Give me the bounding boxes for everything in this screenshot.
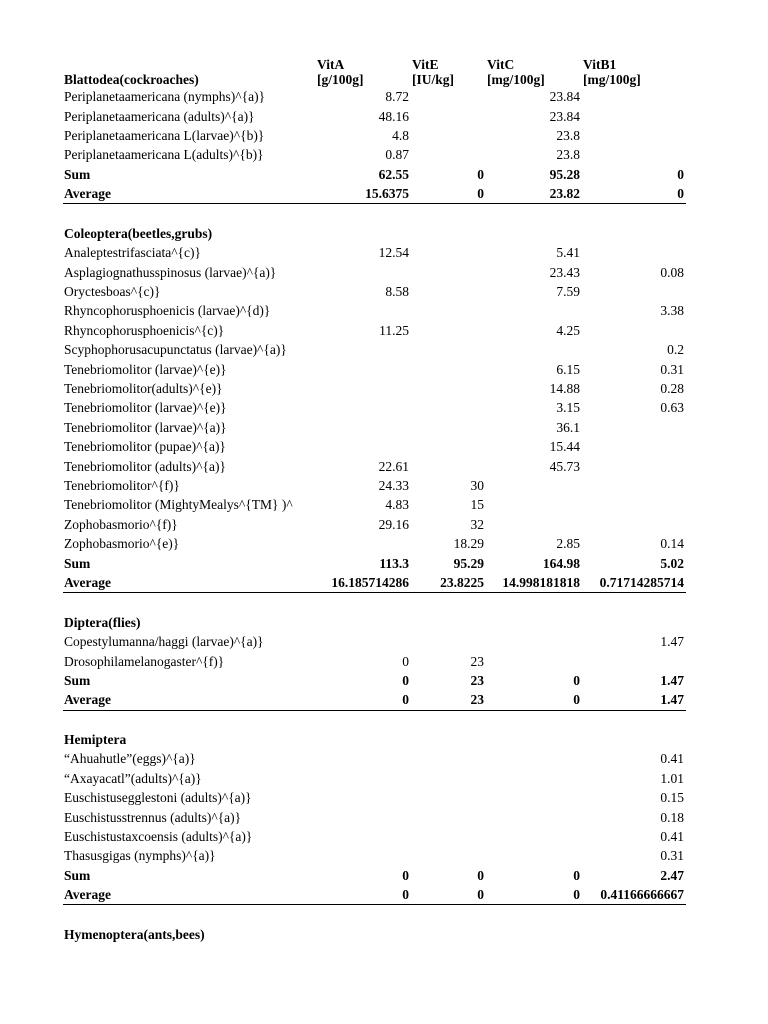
table-row [63,495,686,514]
vita-label: VitA [317,57,345,72]
vita-cell: 62.55 [378,166,409,182]
vita-cell [316,340,411,359]
vitc-cell: 6.15 [556,361,580,377]
vitb1-cell [582,476,686,495]
vita-cell [316,769,411,788]
table-row [63,807,686,826]
vite-cell: 23 [411,690,486,710]
vitb1-cell: 0.71714285714 [582,573,686,593]
vitb1-cell: 1.47 [660,634,684,650]
vite-cell [411,749,486,768]
name-cell: Average [63,573,316,593]
vitb1-cell: 0.18 [660,809,684,825]
vitb1-cell: 0 [677,166,684,182]
column-header-vitb1 [582,55,686,87]
table-row [63,515,686,534]
vitc-cell [486,827,582,846]
table-row [63,145,686,164]
vite-cell: 0 [411,885,486,905]
vitb1-unit: [mg/100g] [583,72,641,87]
vite-cell [411,106,486,125]
spacer-row [63,905,686,925]
sum-row [63,671,686,690]
spacer-cell [63,905,686,925]
vitb1-cell: 1.47 [660,672,684,688]
vitb1-cell [582,437,686,456]
table-row [63,126,686,145]
vita-cell: 16.185714286 [316,573,411,593]
average-row [63,885,686,905]
vite-cell [411,379,486,398]
vitc-cell: 3.15 [556,400,580,416]
name-cell: Oryctesboas^{c)} [64,284,161,300]
vite-cell: 32 [470,516,484,532]
column-header-vite [411,55,486,87]
vitc-cell [486,749,582,768]
vite-cell [411,632,486,651]
table-row [63,534,686,553]
vita-cell [316,788,411,807]
vita-cell: 0 [402,653,409,669]
vita-cell [316,846,411,865]
vitb1-label: VitB1 [583,57,617,72]
name-cell: “Axayacatl”(adults)^{a)} [64,770,202,786]
vite-cell: 23 [470,653,484,669]
vitc-cell: 45.73 [549,458,580,474]
vitb1-cell: 5.02 [660,555,684,571]
vitb1-cell: 3.38 [660,303,684,319]
sum-row [63,553,686,572]
table-row [63,769,686,788]
vitb1-cell [582,418,686,437]
name-cell: Sum [64,555,91,571]
vite-cell [411,807,486,826]
vitc-cell [486,788,582,807]
table-row [63,476,686,495]
vitc-unit: [mg/100g] [487,72,545,87]
vita-cell: 0 [402,867,409,883]
vitc-cell [486,846,582,865]
vite-cell [411,340,486,359]
vitb1-cell: 0.63 [660,400,684,416]
group-heading-row [63,925,686,944]
name-cell: Average [63,690,316,710]
vitc-cell: 23.8 [556,147,580,163]
table-row [63,243,686,262]
name-cell: Copestylumanna/haggi (larvae)^{a)} [64,634,264,650]
table-row [63,827,686,846]
vitc-cell: 7.59 [556,284,580,300]
column-header-vita [316,55,411,87]
vita-cell [316,749,411,768]
average-row [63,573,686,593]
vitb1-cell [582,321,686,340]
vite-cell: 30 [470,478,484,493]
name-cell: Scyphophorusacupunctatus (larvae)^{a)} [64,342,287,358]
vitc-cell: 2.85 [556,536,580,552]
vitc-cell: 23.8 [556,127,580,143]
vitb1-cell: 0.31 [660,848,684,864]
name-cell: Tenebriomolitor(adults)^{e)} [64,381,223,397]
vitb1-cell [582,456,686,475]
name-cell: Periplanetaamericana (adults)^{a)} [64,108,255,124]
name-cell: Drosophilamelanogaster^{f)} [64,653,225,669]
vite-cell: 15 [470,497,484,513]
vitc-cell [486,632,582,651]
vita-cell: 48.16 [378,108,409,124]
vitc-cell [486,340,582,359]
vite-cell: 0 [477,166,484,182]
vite-cell: 95.29 [453,555,484,571]
vita-cell [316,418,411,437]
group-heading: Blattodea(cockroaches) [64,72,199,87]
vita-cell: 24.33 [378,478,409,493]
vita-cell [316,379,411,398]
vite-cell [411,282,486,301]
vitb1-cell [582,126,686,145]
vita-cell: 15.6375 [316,184,411,204]
name-cell: Asplagiognathusspinosus (larvae)^{a)} [64,264,277,280]
group-heading-row [63,730,686,749]
vitc-cell: 23.84 [549,89,580,105]
header-row [63,55,686,87]
spacer-cell [63,593,686,613]
name-cell: Tenebriomolitor (MightyMealys^{TM} )^ [64,497,293,513]
vitc-cell: 4.25 [556,322,580,338]
vitc-cell [486,515,582,534]
vite-cell [411,827,486,846]
vitc-cell: 36.1 [556,419,580,435]
vite-cell [411,263,486,282]
table-row [63,651,686,670]
name-cell: Tenebriomolitor (adults)^{a)} [64,458,226,474]
group-heading-row [63,224,686,243]
vitb1-cell [582,243,686,262]
vitb1-cell: 0.31 [660,361,684,377]
vite-cell: 0 [477,867,484,883]
vitb1-cell: 0.28 [660,381,684,397]
vitb1-cell: 2.47 [660,867,684,883]
table-row [63,846,686,865]
name-cell: Sum [64,672,91,688]
vita-cell: 4.83 [385,497,409,513]
spacer-row [63,593,686,613]
vite-cell [411,769,486,788]
vite-cell [411,301,486,320]
vita-cell: 0 [402,672,409,688]
vita-cell [316,632,411,651]
name-cell: Rhyncophorusphoenicis^{c)} [64,322,225,338]
group-heading: Hymenoptera(ants,bees) [64,926,205,942]
name-cell: Sum [64,867,91,883]
name-cell: Zophobasmorio^{e)} [64,536,180,552]
vitb1-cell: 0.15 [660,790,684,806]
vitb1-cell [582,87,686,106]
vite-cell: 0 [411,184,486,204]
vite-cell [411,456,486,475]
vitc-cell: 164.98 [542,555,580,571]
sum-row [63,866,686,885]
vitb1-cell: 0.41 [660,751,684,767]
vita-cell [316,301,411,320]
spacer-row [63,204,686,224]
vitc-cell: 0 [486,690,582,710]
vitc-cell: 14.88 [549,381,580,397]
vitc-cell [486,301,582,320]
vite-cell: 23.8225 [411,573,486,593]
vitb1-cell: 0.2 [667,342,684,358]
vite-cell [411,846,486,865]
vitc-cell: 0 [573,672,580,688]
vitb1-cell [582,282,686,301]
table-row [63,106,686,125]
vita-cell [316,398,411,417]
table-row [63,788,686,807]
vite-label: VitE [412,57,439,72]
vitb1-cell: 0.41 [660,829,684,845]
vitc-cell [486,476,582,495]
group-heading: Coleoptera(beetles,grubs) [64,225,213,241]
name-cell: Periplanetaamericana L(larvae)^{b)} [64,127,265,143]
vita-cell: 8.58 [385,284,409,300]
vitc-cell: 23.84 [549,108,580,124]
name-cell: Tenebriomolitor (pupae)^{a)} [64,439,226,455]
vite-cell [411,145,486,164]
table-row [63,456,686,475]
vita-cell: 0 [316,690,411,710]
vitb1-cell: 0.14 [660,536,684,552]
name-cell: Sum [64,166,91,182]
vita-cell: 22.61 [378,458,409,474]
spacer-row [63,710,686,730]
vite-cell [411,243,486,262]
name-cell: Euschistusstrennus (adults)^{a)} [64,809,242,825]
vita-cell [316,437,411,456]
table-body [63,87,686,944]
name-cell: Average [63,184,316,204]
vitc-cell: 5.41 [556,245,580,261]
vite-cell [411,126,486,145]
vita-cell: 0 [316,885,411,905]
vitc-label: VitC [487,57,515,72]
table-row [63,398,686,417]
vitamin-table [63,55,686,944]
vite-unit: [IU/kg] [412,72,455,87]
vitc-cell: 23.82 [486,184,582,204]
name-cell: Euschistusegglestoni (adults)^{a)} [64,790,252,806]
spacer-cell [63,710,686,730]
name-cell: Average [63,885,316,905]
vite-cell [411,87,486,106]
vite-cell [411,321,486,340]
name-cell: Periplanetaamericana L(adults)^{b)} [64,147,264,163]
vitc-cell [486,769,582,788]
table-row [63,379,686,398]
column-header-vitc [486,55,582,87]
table-row [63,632,686,651]
vita-cell: 29.16 [378,516,409,532]
sum-row [63,165,686,184]
vite-cell [411,437,486,456]
vita-cell: 11.25 [379,322,409,338]
vita-cell: 12.54 [378,245,409,261]
vite-cell: 18.29 [453,536,484,552]
vite-cell [411,359,486,378]
group-heading: Diptera(flies) [64,614,141,630]
vitc-cell: 23.43 [549,264,580,280]
name-cell: Tenebriomolitor (larvae)^{e)} [64,361,227,377]
vitb1-cell: 0 [582,184,686,204]
vitb1-cell [582,651,686,670]
name-cell: Thasusgigas (nymphs)^{a)} [64,848,216,864]
vita-cell: 113.3 [379,555,409,571]
vita-cell [316,827,411,846]
vita-unit: [g/100g] [317,72,364,87]
table-row [63,321,686,340]
vitb1-cell [582,495,686,514]
name-cell: Tenebriomolitor (larvae)^{a)} [64,419,227,435]
vitc-cell: 95.28 [549,166,580,182]
vita-cell [316,359,411,378]
vitb1-cell: 0.41166666667 [582,885,686,905]
vitc-cell: 14.998181818 [486,573,582,593]
vite-cell [411,418,486,437]
name-cell: Rhyncophorusphoenicis (larvae)^{d)} [64,303,271,319]
vita-cell [316,263,411,282]
vitc-cell [486,495,582,514]
vitb1-cell: 1.47 [582,690,686,710]
name-cell: Euschistustaxcoensis (adults)^{a)} [64,829,253,845]
vitc-cell: 0 [573,867,580,883]
vitc-cell: 15.44 [549,439,580,455]
vitb1-cell [582,515,686,534]
vitc-cell: 0 [486,885,582,905]
group-heading: Hemiptera [64,732,127,748]
vitb1-cell [582,145,686,164]
average-row [63,184,686,204]
name-cell: Tenebriomolitor^{f)} [64,478,180,493]
vita-cell [316,534,411,553]
vita-cell: 4.8 [392,127,409,143]
vite-cell: 23 [470,672,484,688]
vita-cell: 8.72 [385,89,409,105]
spacer-cell [63,204,686,224]
table-row [63,301,686,320]
vitc-cell [486,651,582,670]
table-row [63,437,686,456]
table-row [63,282,686,301]
vite-cell [411,788,486,807]
name-cell: Analeptestrifasciata^{c)} [64,245,201,261]
name-cell: Tenebriomolitor (larvae)^{e)} [64,400,227,416]
table-row [63,749,686,768]
name-cell: Zophobasmorio^{f)} [64,516,178,532]
table-row [63,340,686,359]
vitc-cell [486,807,582,826]
vita-cell: 0.87 [385,147,409,163]
vite-cell [411,398,486,417]
table-row [63,418,686,437]
group-heading-row [63,613,686,632]
name-cell: “Ahuahutle”(eggs)^{a)} [64,751,196,767]
vita-cell [316,807,411,826]
table-row [63,87,686,106]
vitb1-cell: 0.08 [660,264,684,280]
name-cell: Periplanetaamericana (nymphs)^{a)} [64,89,266,105]
vitb1-cell [582,106,686,125]
table-row [63,263,686,282]
vitb1-cell: 1.01 [660,770,684,786]
average-row [63,690,686,710]
table-row [63,359,686,378]
